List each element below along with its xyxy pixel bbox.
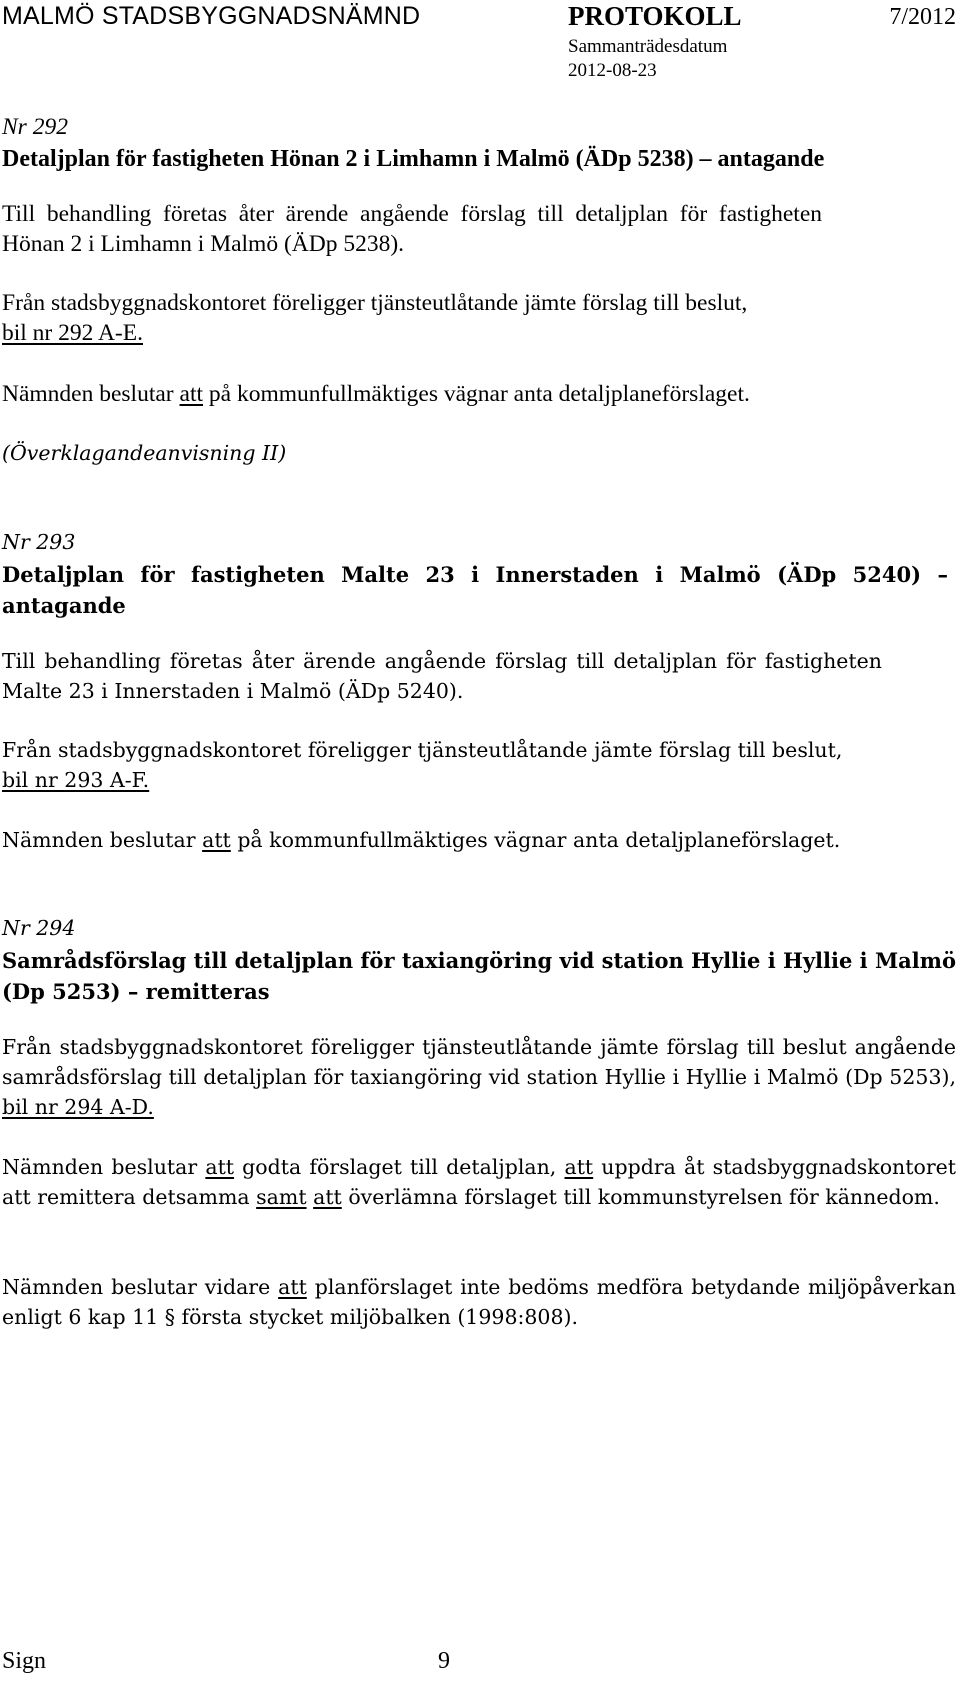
meeting-date: 2012-08-23	[568, 60, 657, 81]
proposal-text: Från stadsbyggnadskontoret föreligger tjänsteutlåtande jämte förslag till beslut,	[2, 290, 748, 316]
item-decision	[2, 379, 958, 409]
attachment-reference: bil nr 293 A-F.	[2, 768, 150, 792]
organization-name: MALMÖ STADSBYGGNADSNÄMND	[2, 2, 421, 30]
decision-text: på kommunfullmäktiges vägnar anta detaljplaneförslaget.	[203, 381, 750, 407]
item-proposal	[2, 1032, 956, 1122]
decision-text: planförslaget inte bedöms medföra betydande miljöpåverkan enligt 6 kap 11 § första stycket miljöbalken (1998:808).	[2, 1275, 956, 1329]
item-proposal	[2, 735, 958, 795]
item-number: Nr 293	[2, 530, 76, 554]
item-proposal	[2, 288, 958, 348]
item-title: Samrådsförslag till detaljplan för taxiangöring vid station Hyllie i Hyllie i Malmö (Dp 5253) – remitteras	[2, 948, 956, 1004]
decision-text: godta förslaget till detaljplan,	[234, 1155, 565, 1179]
document-type: PROTOKOLL	[568, 1, 742, 31]
proposal-text: Från stadsbyggnadskontoret föreligger tjänsteutlåtande jämte förslag till beslut,	[2, 738, 843, 762]
page-number: 9	[438, 1648, 450, 1674]
decision-samt: samt	[256, 1185, 307, 1209]
decision-text: på kommunfullmäktiges vägnar anta detaljplaneförslaget.	[230, 828, 841, 852]
decision-att: att	[313, 1185, 342, 1209]
item-intro: Till behandling företas åter ärende angående förslag till detaljplan för fastigheten Hönan 2 i Limhamn i Malmö (ÄDp 5238).	[2, 201, 822, 257]
proposal-text: Från stadsbyggnadskontoret föreligger tjänsteutlåtande jämte förslag till beslut angående samrådsförslag till detaljplan för taxiangöring vid station Hyllie i Hyllie i Malmö (Dp 5253),	[2, 1035, 956, 1089]
attachment-reference: bil nr 294 A-D.	[2, 1095, 154, 1119]
decision-att: att	[564, 1155, 594, 1179]
decision-text: uppdra åt stadsbyggnadskontoret att remittera detsamma	[2, 1155, 956, 1209]
decision-text: Nämnden beslutar	[2, 381, 180, 407]
signature-label: Sign	[2, 1648, 47, 1674]
appeal-note: (Överklagandeanvisning II)	[2, 441, 287, 465]
meeting-date-label: Sammanträdesdatum	[568, 36, 728, 57]
decision-text: Nämnden beslutar	[2, 1155, 206, 1179]
item-title: Detaljplan för fastigheten Hönan 2 i Limhamn i Malmö (ÄDp 5238) – antagande	[2, 146, 825, 172]
decision-att: att	[278, 1275, 307, 1299]
decision-text: Nämnden beslutar vidare	[2, 1275, 279, 1299]
item-decision	[2, 1152, 956, 1212]
item-number: Nr 294	[2, 916, 76, 940]
decision-att: att	[179, 381, 204, 407]
decision-att: att	[202, 828, 231, 852]
item-intro: Till behandling företas åter ärende angående förslag till detaljplan för fastigheten Malte 23 i Innerstaden i Malmö (ÄDp 5240).	[2, 649, 882, 703]
attachment-reference: bil nr 292 A-E.	[2, 320, 143, 346]
decision-att: att	[205, 1155, 235, 1179]
item-decision	[2, 825, 958, 855]
protocol-number: 7/2012	[889, 4, 956, 30]
decision-text: Nämnden beslutar	[2, 828, 203, 852]
item-decision-further	[2, 1272, 956, 1332]
decision-text: överlämna förslaget till kommunstyrelsen för kännedom.	[341, 1185, 940, 1209]
item-title: Detaljplan för fastigheten Malte 23 i Innerstaden i Malmö (ÄDp 5240) – antagande	[2, 562, 948, 618]
item-number: Nr 292	[2, 114, 68, 140]
